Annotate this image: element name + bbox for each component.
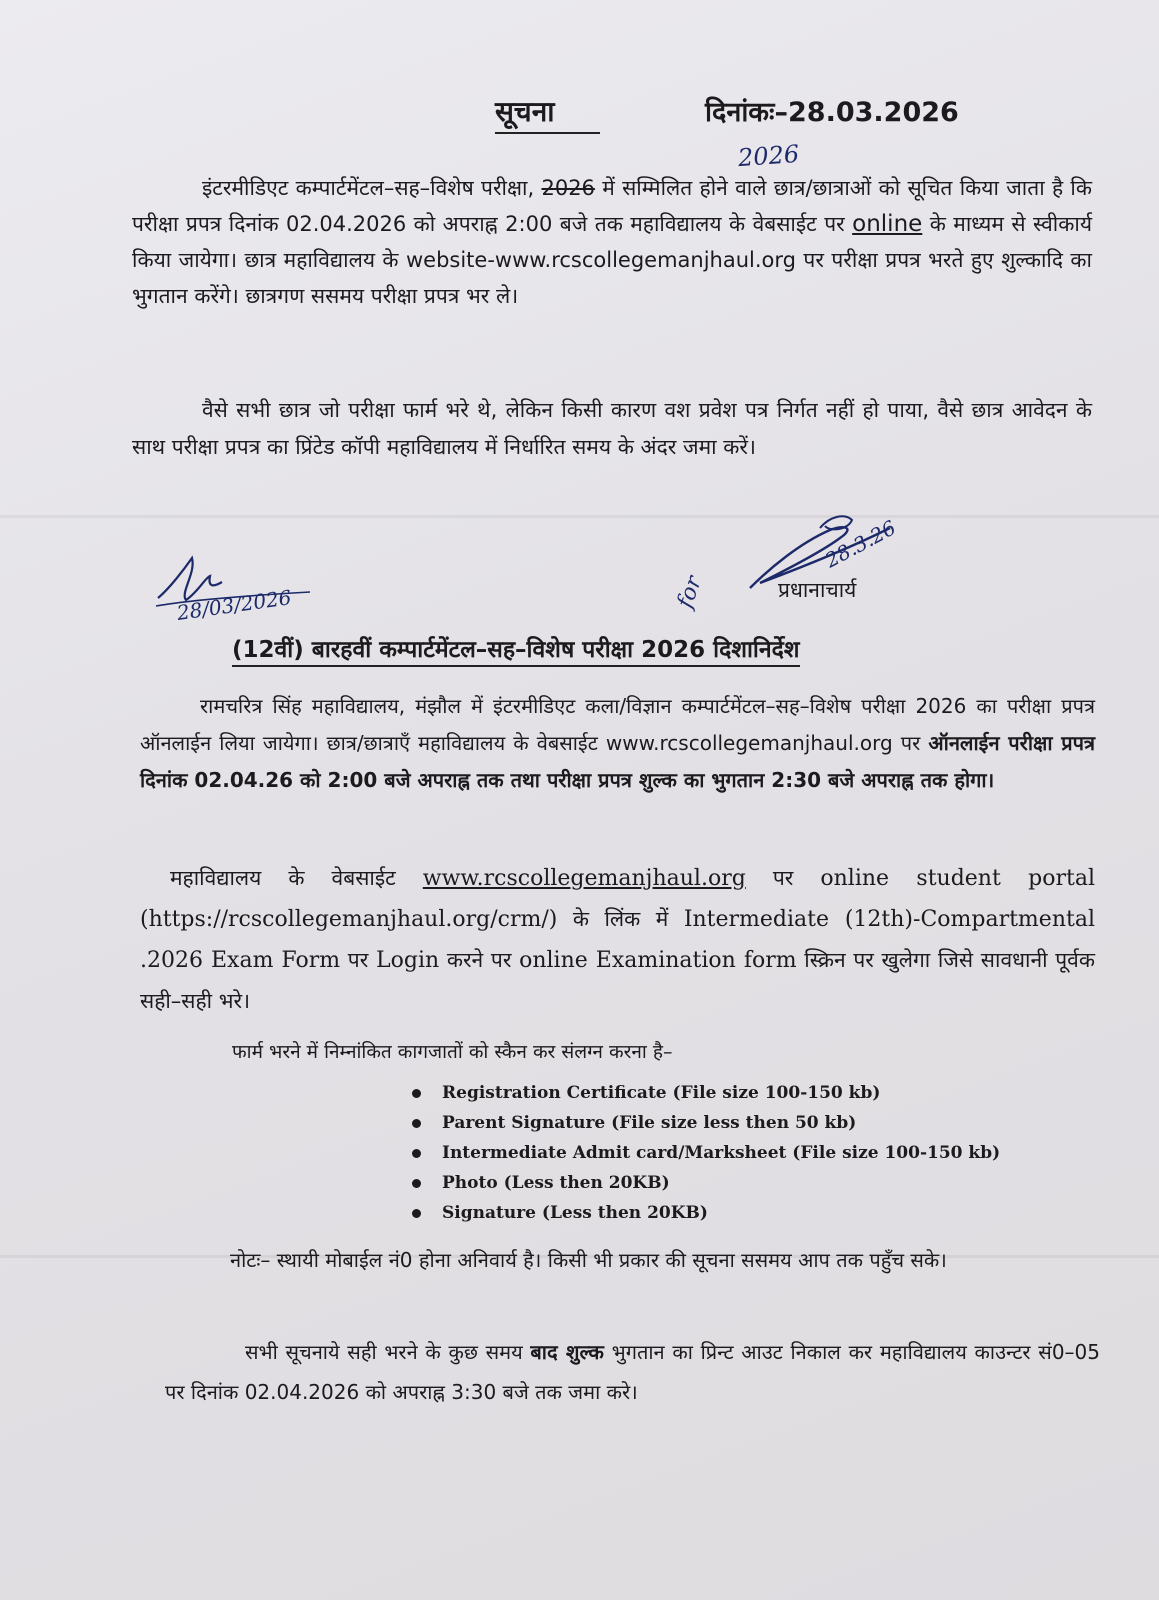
principal-label: प्रधानाचार्य [778, 578, 857, 602]
signature-for: for [672, 572, 708, 612]
final-paragraph: सभी सूचनाये सही भरने के कुछ समय बाद शुल्क भुगतान का प्रिन्ट आउट निकाल कर महाविद्यालय काउन्टर सं0–05 पर दिनांक 02.04.2026 को अपराह्न 3:30 बजे तक जमा करे। [165, 1340, 1100, 1404]
list-item: Signature (Less then 20KB) [412, 1198, 1000, 1228]
note-paragraph: नोटः– स्थायी मोबाईल नं0 होना अनिवार्य है। किसी भी प्रकार की सूचना ससमय आप तक पहुँच सके। [230, 1248, 947, 1272]
notice-paragraph-2: वैसे सभी छात्र जो परीक्षा फार्म भरे थे, लेकिन किसी कारण वश प्रवेश पत्र निर्गत नहीं हो पाया, वैसे छात्र आवेदन के साथ परीक्षा प्रपत्र का प्रिंटेड कॉपी महाविद्यालय में निर्धारित समय के अंदर जमा करें। [132, 398, 1092, 459]
documents-list [412, 1078, 1000, 1228]
notice-header [0, 92, 1159, 132]
list-item: Registration Certificate (File size 100-150 kb) [412, 1078, 1000, 1108]
paper-fold [0, 515, 1159, 518]
list-item: Parent Signature (File size less then 50 kb) [412, 1108, 1000, 1138]
college-website-link: www.rcscollegemanjhaul.org [422, 866, 746, 891]
notice-date: दिनांकः–28.03.2026 [705, 97, 959, 128]
online-word: online [852, 211, 923, 237]
guidelines-paragraph-2: महाविद्यालय के वेबसाईट www.rcscollegemanjhaul.org पर online student portal (https://rcscollegemanjhaul.org/crm/) के लिंक में Intermediate (12th)-Compartmental .2026 Exam Form पर Login करने पर online Examination form स्क्रिन पर खुलेगा जिसे सावधानी पूर्वक सही–सही भरे। [140, 866, 1095, 1013]
left-signature-date: 28/03/2026 [175, 585, 293, 625]
left-signature [150, 548, 340, 632]
guidelines-title: (12वीं) बारहवीं कम्पार्टमेंटल–सह–विशेष परीक्षा 2026 दिशानिर्देश [232, 632, 800, 667]
list-item: Intermediate Admit card/Marksheet (File size 100-150 kb) [412, 1138, 1000, 1168]
struck-year: 2026 [541, 176, 595, 200]
guidelines-paragraph-1: रामचरित्र सिंह महाविद्यालय, मंझौल में इंटरमीडिएट कला/विज्ञान कम्पार्टमेंटल–सह–विशेष परीक्षा 2026 का परीक्षा प्रपत्र ऑनलाईन लिया जायेगा। छात्र/छात्राएँ महाविद्यालय के वेबसाईट www.rcscollegemanjhaul.org पर ऑनलाईन परीक्षा प्रपत्र दिनांक 02.04.26 को 2:00 बजे अपराह्न तक तथा परीक्षा प्रपत्र शुल्क का भुगतान 2:30 बजे अपराह्न तक होगा। [140, 694, 1095, 792]
notice-paragraph-1: इंटरमीडिएट कम्पार्टमेंटल–सह–विशेष परीक्षा, 2026 में सम्मिलित होने वाले छात्र/छात्राओं को सूचित किया जाता है कि परीक्षा प्रपत्र दिनांक 02.04.2026 को अपराह्न 2:00 बजे तक महाविद्यालय के वेबसाईट पर online के माध्यम से स्वीकार्य किया जायेगा। छात्र महाविद्यालय के website-www.rcscollegemanjhaul.org पर परीक्षा प्रपत्र भरते हुए शुल्कादि का भुगतान करेंगे। छात्रगण ससमय परीक्षा प्रपत्र भर ले। [132, 176, 1092, 308]
list-item: Photo (Less then 20KB) [412, 1168, 1000, 1198]
handwritten-year-correction: 2026 [737, 139, 800, 173]
right-signature-date: 28.3.26 [821, 515, 900, 573]
notice-title: सूचना [495, 92, 600, 134]
documents-intro: फार्म भरने में निम्नांकित कागजातों को स्कैन कर संलग्न करना है– [232, 1041, 673, 1063]
principal-signature [672, 508, 920, 622]
